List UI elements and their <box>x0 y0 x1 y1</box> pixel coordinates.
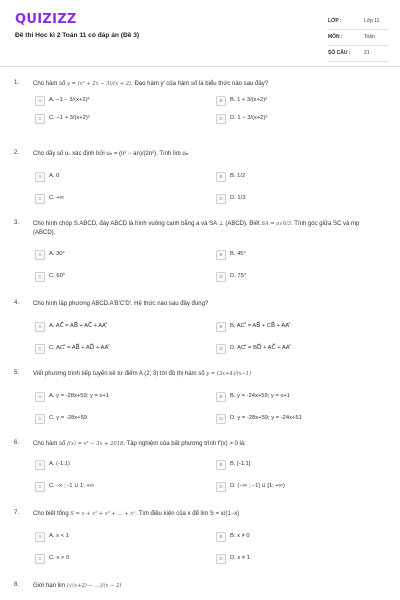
question-math: y = (3x+4)/(x−1) <box>206 371 252 377</box>
answer-option-a[interactable] <box>35 96 185 106</box>
question-text <box>33 582 373 591</box>
answer-option-c[interactable] <box>35 344 185 354</box>
answer-option-b[interactable] <box>216 322 366 332</box>
answer-option-a[interactable] <box>35 322 185 332</box>
option-text: A. AC⃗ = AB⃗ + AC⃗ + AA′⃗ <box>49 323 108 329</box>
meta-key: LỚP : <box>328 18 342 24</box>
question-text-before: Viết phương trình tiếp tuyến kẻ từ điểm A (2; 3) tới đồ thị hàm số <box>33 371 207 377</box>
option-text: B. AC′⃗ = AB⃗ + CB⃗ + AA′⃗ <box>230 323 291 329</box>
meta-panel <box>328 14 388 62</box>
option-text: C. y = -28x+59 <box>49 415 88 421</box>
question-text-after: . Tìm điều kiện của x để lim S = x/(1−x) <box>135 511 240 517</box>
meta-row-class <box>328 14 388 30</box>
answer-option-b[interactable] <box>216 250 366 260</box>
option-letter-box[interactable]: D <box>216 344 226 354</box>
answer-option-b[interactable] <box>216 96 366 106</box>
question-text-after: . Tập nghiệm của bất phương trình f′(x) > 0 là: <box>123 441 246 447</box>
option-letter-box[interactable]: B <box>216 96 226 106</box>
question-text-before: Cho dãy số u <box>33 151 69 157</box>
question-number: 1. <box>14 80 20 86</box>
header-divider <box>0 66 400 67</box>
option-letter-box[interactable]: C <box>35 414 45 424</box>
answer-option-b[interactable] <box>216 392 366 402</box>
option-text: D. (−∞ ; −1] ∪ [1; +∞) <box>230 483 285 489</box>
option-text: D. x ≠ 1 <box>230 555 250 561</box>
question-text <box>33 440 373 449</box>
answer-option-d[interactable] <box>216 482 366 492</box>
meta-row-count <box>328 46 388 62</box>
option-letter-box[interactable]: C <box>35 554 45 564</box>
option-letter-box[interactable]: B <box>216 172 226 182</box>
option-text: A. y = -28x+59; y = x+1 <box>49 393 109 399</box>
meta-value: Toán <box>364 34 375 40</box>
answer-option-d[interactable] <box>216 344 366 354</box>
question-number: 3. <box>14 220 20 226</box>
answer-option-c[interactable] <box>35 482 185 492</box>
answer-option-a[interactable] <box>35 392 185 402</box>
option-text: C. 60° <box>49 273 66 279</box>
question-text <box>33 80 373 89</box>
question-text-before: Giới hạn lim <box>33 583 67 589</box>
option-letter-box[interactable]: D <box>216 554 226 564</box>
question-number: 8. <box>14 582 20 588</box>
question-text-before: Cho hàm số <box>33 81 68 87</box>
option-text: C. AC′⃗ = AB⃗ + AD⃗ + AA′⃗ <box>49 345 110 351</box>
question-text <box>33 150 373 159</box>
option-letter-box[interactable]: B <box>216 322 226 332</box>
quizizz-logo[interactable]: QUIZIZZ <box>15 12 77 27</box>
option-text: A. (-1;1) <box>49 461 70 467</box>
option-text: B. x ≠ 0 <box>230 533 250 539</box>
answer-option-c[interactable] <box>35 114 185 124</box>
question-text-after: . Đạo hàm y′ của hàm số là biểu thức nào sau đây? <box>131 81 269 87</box>
option-letter-box[interactable]: C <box>35 482 45 492</box>
option-text: B. 1 + 3/(x+2)² <box>230 97 268 103</box>
answer-option-c[interactable] <box>35 414 185 424</box>
meta-row-subject <box>328 30 388 46</box>
question-math: SA = a√6/3 <box>261 221 292 227</box>
option-letter-box[interactable]: A <box>35 172 45 182</box>
answer-option-c[interactable] <box>35 272 185 282</box>
meta-key: SỐ CÂU : <box>328 50 351 56</box>
answer-option-b[interactable] <box>216 460 366 470</box>
option-letter-box[interactable]: C <box>35 194 45 204</box>
meta-key: MÔN : <box>328 34 343 40</box>
question-text <box>33 300 373 309</box>
answer-option-b[interactable] <box>216 172 366 182</box>
option-text: A. 0 <box>49 173 60 179</box>
question-number: 7. <box>14 510 20 516</box>
option-letter-box[interactable]: A <box>35 392 45 402</box>
option-text: B. y = -24x+59; y = x+1 <box>230 393 290 399</box>
option-text: A. x < 1 <box>49 533 69 539</box>
option-text: C. x > 0 <box>49 555 70 561</box>
question-math: y = (x² + 2x − 3)/(x + 2) <box>67 81 132 87</box>
option-text: B. 1/2 <box>230 173 246 179</box>
option-text: D. 1/3 <box>230 195 246 201</box>
option-text: C. −1 + 3/(x+2)² <box>49 115 90 121</box>
answer-option-a[interactable] <box>35 172 185 182</box>
answer-option-c[interactable] <box>35 554 185 564</box>
option-letter-box[interactable]: A <box>35 250 45 260</box>
answer-option-d[interactable] <box>216 272 366 282</box>
question-text <box>33 510 373 519</box>
question-text-after: xác định bởi uₙ = (n² − an)/(2n²). Tính lim uₙ <box>70 151 189 157</box>
option-text: D. AC′⃗ = BD⃗ + AC⃗ + AA′⃗ <box>230 345 291 351</box>
option-text: D. y = -28x+59; y = -24x+51 <box>230 415 302 421</box>
question-number: 5. <box>14 370 20 376</box>
option-letter-box[interactable]: D <box>216 482 226 492</box>
answer-option-d[interactable] <box>216 114 366 124</box>
document-title: Đề thi Học kì 2 Toán 11 có đáp án (Đề 3) <box>15 32 140 39</box>
question-text-before: Cho hình lập phương ABCD.A′B′C′D′. Hệ thức nào sau đây đúng? <box>33 301 209 307</box>
option-letter-box[interactable]: A <box>35 96 45 106</box>
option-letter-box[interactable]: D <box>216 194 226 204</box>
option-letter-box[interactable]: B <box>216 460 226 470</box>
question-number: 2. <box>14 150 20 156</box>
option-letter-box[interactable]: B <box>216 250 226 260</box>
option-text: C. -∞ ; -1 ∪ 1; +∞ <box>49 483 94 489</box>
answer-option-a[interactable] <box>35 460 185 470</box>
header <box>0 0 400 64</box>
option-letter-box[interactable]: D <box>216 414 226 424</box>
option-letter-box[interactable]: A <box>35 460 45 470</box>
question-math: (√(x+2) − …)/(x − 2) <box>66 583 122 589</box>
answer-option-d[interactable] <box>216 554 366 564</box>
option-text: A. 30° <box>49 251 65 257</box>
option-text: D. 75° <box>230 273 247 279</box>
option-letter-box[interactable]: A <box>35 532 45 542</box>
option-letter-box[interactable]: C <box>35 272 45 282</box>
option-letter-box[interactable]: C <box>35 344 45 354</box>
question-text <box>33 220 373 238</box>
option-text: B. [-1;1] <box>230 461 251 467</box>
option-text: A. −1 − 3/(x+2)² <box>49 97 90 103</box>
option-text: C. +∞ <box>49 195 64 201</box>
option-text: B. 45° <box>230 251 246 257</box>
meta-value: 21 <box>364 50 370 56</box>
option-letter-box[interactable]: B <box>216 392 226 402</box>
answer-option-d[interactable] <box>216 194 366 204</box>
answer-option-b[interactable] <box>216 532 366 542</box>
option-letter-box[interactable]: D <box>216 272 226 282</box>
question-text <box>33 370 373 379</box>
option-text: D. 1 − 3/(x+2)² <box>230 115 268 121</box>
question-math: ₙ <box>68 151 71 157</box>
option-letter-box[interactable]: D <box>216 114 226 124</box>
option-letter-box[interactable]: C <box>35 114 45 124</box>
option-letter-box[interactable]: A <box>35 322 45 332</box>
question-math: S = x + x² + x³ + … + xⁿ <box>70 511 136 517</box>
question-number: 6. <box>14 440 20 446</box>
question-text-before: Cho hình chóp S.ABCD, đáy ABCD là hình vuông cạnh bằng a và SA ⊥ (ABCD). Biết <box>33 221 262 227</box>
answer-option-d[interactable] <box>216 414 366 424</box>
question-math: f(x) = x³ − 3x + 2018 <box>67 441 124 447</box>
answer-option-a[interactable] <box>35 532 185 542</box>
answer-option-a[interactable] <box>35 250 185 260</box>
option-letter-box[interactable]: B <box>216 532 226 542</box>
meta-value: Lớp 11 <box>364 18 380 24</box>
question-text-before: Cho biết tổng <box>33 511 71 517</box>
question-number: 4. <box>14 300 20 306</box>
question-text-before: Cho hàm số <box>33 441 68 447</box>
answer-option-c[interactable] <box>35 194 185 204</box>
question-text-after: . Tính góc giữa SC và mp (ABCD). <box>33 221 360 236</box>
